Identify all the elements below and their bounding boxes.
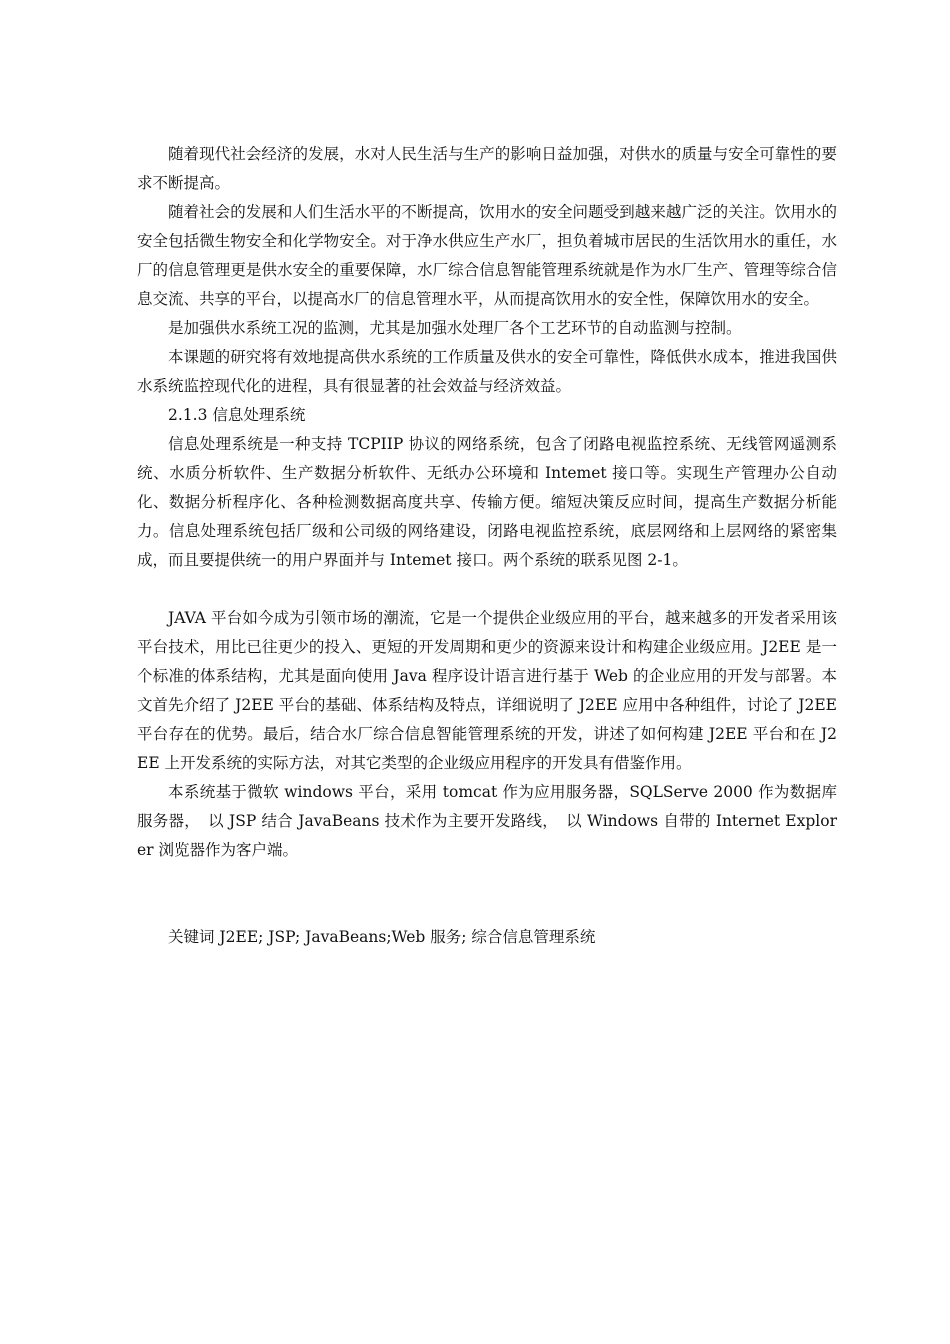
paragraph-system-platform: 本系统基于微软 windows 平台，采用 tomcat 作为应用服务器，SQLServe 2000 作为数据库服务器， 以 JSP 结合 JavaBeans 技术作为主要开发路线， 以 Windows 自带的 Internet Explorer 浏览器作为客户端。 <box>137 783 837 859</box>
paragraph-spacer <box>137 575 837 604</box>
keywords-spacer <box>137 865 837 923</box>
paragraph-java-platform: JAVA 平台如今成为引领市场的潮流，它是一个提供企业级应用的平台，越来越多的开发者采用该平台技术，用比已往更少的投入、更短的开发周期和更少的资源来设计和构建企业级应用。J2EE 是一个标准的体系结构，尤其是面向使用 Java 程序设计语言进行基于 Web 的企业应用的开发与部署。本文首先介绍了 J2EE 平台的基础、体系结构及特点，详细说明了 J2EE 应用中各种组件，讨论了 J2EE 平台存在的优势。最后，结合水厂综合信息智能管理系统的开发，讲述了如何构建 J2EE 平台和在 J2EE 上开发系统的实际方法，对其它类型的企业级应用程序的开发具有借鉴作用。 <box>137 609 837 772</box>
paragraph-water-quality: 随着现代社会经济的发展，水对人民生活与生产的影响日益加强，对供水的质量与安全可靠性的要求不断提高。 <box>137 145 837 192</box>
paragraph-drinking-water-safety: 随着社会的发展和人们生活水平的不断提高，饮用水的安全问题受到越来越广泛的关注。饮用水的安全包括微生物安全和化学物安全。对于净水供应生产水厂，担负着城市居民的生活饮用水的重任，水厂的信息管理更是供水安全的重要保障，水厂综合信息智能管理系统就是作为水厂生产、管理等综合信息交流、共享的平台，以提高水厂的信息管理水平，从而提高饮用水的安全性，保障饮用水的安全。 <box>137 203 837 308</box>
paragraph-research-significance: 本课题的研究将有效地提高供水系统的工作质量及供水的安全可靠性，降低供水成本，推进我国供水系统监控现代化的进程，具有很显著的社会效益与经济效益。 <box>137 348 837 395</box>
section-heading: 2.1.3 信息处理系统 <box>168 406 306 424</box>
keywords-line: 关键词 J2EE; JSP; JavaBeans;Web 服务; 综合信息管理系统 <box>168 928 596 946</box>
paragraph-monitoring: 是加强供水系统工况的监测，尤其是加强水处理厂各个工艺环节的自动监测与控制。 <box>168 319 742 337</box>
document-body <box>137 140 837 952</box>
paragraph-info-system: 信息处理系统是一种支持 TCPIIP 协议的网络系统，包含了闭路电视监控系统、无线管网遥测系统、水质分析软件、生产数据分析软件、无纸办公环境和 Intemet 接口等。实现生产管理办公自动化、数据分析程序化、各种检测数据高度共享、传输方便。缩短决策反应时间，提高生产数据分析能力。信息处理系统包括厂级和公司级的网络建设，闭路电视监控系统，底层网络和上层网络的紧密集成，而且要提供统一的用户界面并与 Intemet 接口。两个系统的联系见图 2-1。 <box>137 435 837 569</box>
